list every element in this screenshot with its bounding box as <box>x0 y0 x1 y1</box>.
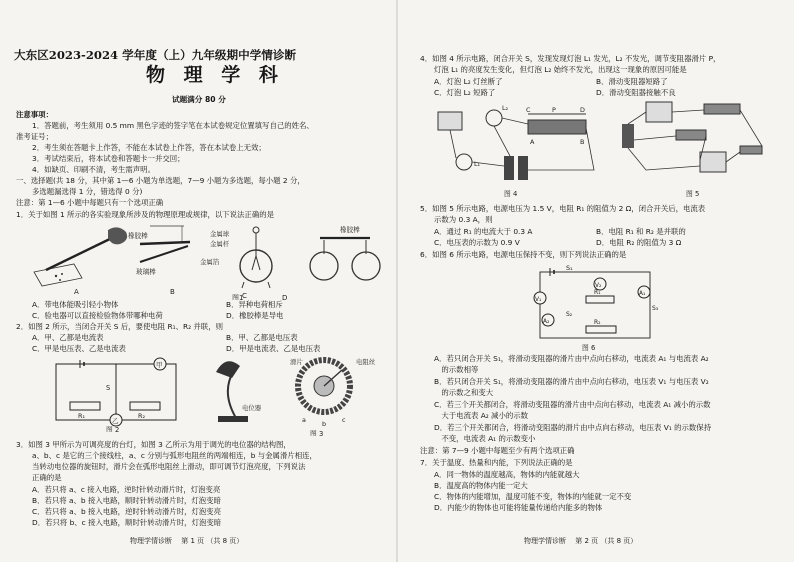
q6-option-b-line-1: B．若只闭合开关 S₁，将滑动变阻器的滑片由中点向右移动，电压表 V₁ 与电压表 V₂ <box>434 377 709 386</box>
q7-option-d: D．内能少的物体也可能将能量传递给内能多的物体 <box>434 503 603 512</box>
fig1-c-electroscope <box>200 227 272 300</box>
fig3-label-pot: 电位器 <box>242 404 262 412</box>
question-3-line-2: a、b、c 是它的三个接线柱，a、c 分别与弧形电阻丝的两端相连，b 与金属滑片相连， <box>32 451 317 460</box>
question-7: 7．关于温度、热量和内能，下列说法正确的是 <box>420 458 573 467</box>
q2-option-c: C．甲是电压表、乙是电流表 <box>32 344 126 353</box>
fig2-label-jia: 甲 <box>156 361 163 369</box>
fig4-label-c: C <box>526 106 531 114</box>
note-3: 3．考试结束后，将本试卷和答题卡一并交回； <box>32 154 185 163</box>
fig1-label-d: D <box>282 294 288 300</box>
question-3-line-4: 正确的是 <box>32 473 62 482</box>
question-5-line-1: 5．如图 5 所示电路，电源电压为 1.5 V，电阻 R₁ 的阻值为 2 Ω，闭合开关后，电流表 <box>420 204 706 213</box>
fig1-a-diagram <box>34 227 127 296</box>
fig5-caption: 图 5 <box>686 190 700 198</box>
page-1 <box>10 0 390 562</box>
fig4-label-d: D <box>580 106 585 114</box>
fig2-label-yi: 乙 <box>112 417 119 425</box>
note-2: 2．考生须在答题卡上作答，不能在本试卷上作答，答在本试卷上无效； <box>32 143 266 152</box>
section-1-heading-2: 多选题漏选得 1 分，错选得 0 分) <box>32 187 143 196</box>
fig3-label-slider: 滑片 <box>290 358 303 366</box>
q3-option-c: C．若只将 a、b 接入电路，逆时针转动滑片时，灯泡变亮 <box>32 507 222 516</box>
question-5-line-2: 示数为 0.3 A，则 <box>434 215 493 224</box>
figure-5 <box>616 100 776 200</box>
q4-option-c: C．灯泡 L₂ 短路了 <box>434 88 496 97</box>
fig3-label-c: c <box>342 416 346 424</box>
fig2-caption: 图 2 <box>106 426 120 432</box>
q5-option-a: A．通过 R₁ 的电流大于 0.3 A <box>434 227 533 236</box>
q7-option-c: C．物体的内能增加，温度可能不变，物体的内能就一定不变 <box>434 492 632 501</box>
q6-option-c-line-1: C．若三个开关都闭合，将滑动变阻器的滑片由中点向右移动，电流表 A₁ 减小的示数 <box>434 400 711 409</box>
q2-option-a: A．甲、乙都是电流表 <box>32 333 104 342</box>
fig3-label-b: b <box>322 420 327 428</box>
fig6-label-a2: A₂ <box>543 319 550 325</box>
fig1-label-metal-rod: 金属杆 <box>210 240 230 248</box>
q6-option-a-line-1: A．若只闭合开关 S₁，将滑动变阻器的滑片由中点向右移动，电流表 A₁ 与电流表 A₂ <box>434 354 709 363</box>
figure-6 <box>520 260 670 352</box>
q3-option-a: A．若只将 a、c 接入电路，逆时针转动滑片时，灯泡变亮 <box>32 485 221 494</box>
fig6-label-r1: R₁ <box>594 289 601 296</box>
q6-option-d-line-1: D．若三个开关都闭合，将滑动变阻器的滑片由中点向右移动，电压表 V₁ 的示数保持 <box>434 423 712 432</box>
fig6-label-s1: S₁ <box>566 264 573 272</box>
multi-select-note: 注意：第 7—9 小题中每题至少有两个选项正确 <box>420 446 575 455</box>
q5-option-b: B．电阻 R₁ 和 R₂ 是并联的 <box>596 227 686 236</box>
figure-3 <box>206 352 386 436</box>
fig6-caption: 图 6 <box>582 344 596 352</box>
q1-option-d: D．橡胶棒是导电 <box>226 311 284 320</box>
fig2-label-s: S <box>106 384 111 392</box>
note-1b: 准考证号； <box>16 132 53 141</box>
page-1-footer: 物理学情诊断 第 1 页 （共 8 页） <box>130 537 244 545</box>
q5-option-c: C．电压表的示数为 0.9 V <box>434 238 520 247</box>
q7-option-b: B．温度高的物体内能一定大 <box>434 481 528 490</box>
fig4-label-b: B <box>580 138 585 146</box>
page-2-footer: 物理学情诊断 第 2 页 （共 8 页） <box>524 537 638 545</box>
q6-option-b-line-2: 的示数之和变大 <box>434 388 494 397</box>
figure-2 <box>50 356 190 432</box>
question-2: 2．如图 2 所示，当闭合开关 S 后，要使电阻 R₁、R₂ 并联，则 <box>16 322 223 331</box>
fig6-label-s3: S₃ <box>652 305 659 312</box>
fig4-label-p: P <box>552 106 556 114</box>
subject-title: 物 理 学 科 <box>146 64 284 86</box>
section-1-note: 注意：第 1—6 小题中每题只有一个选项正确 <box>16 198 164 207</box>
question-4-line-2: 灯泡 L₁ 的亮度发生变化，但灯泡 L₂ 始终不发光，出现这一现象的原因可能是 <box>434 65 687 74</box>
fig4-label-a: A <box>530 138 535 146</box>
fig1-label-b: B <box>170 288 175 296</box>
fig4-label-l2: L₂ <box>502 104 509 112</box>
fig1-label-rubber-rod: 橡胶棒 <box>128 232 148 240</box>
q6-option-a-line-2: 的示数相等 <box>434 365 479 374</box>
fig6-label-r2: R₂ <box>594 319 601 326</box>
fig4-label-l1: L₁ <box>474 160 481 168</box>
fig1-label-c: C <box>242 292 247 300</box>
q1-option-c: C．验电器可以直接检验物体带哪种电荷 <box>32 311 163 320</box>
q4-option-d: D．滑动变阻器接触不良 <box>596 88 676 97</box>
fig1-label-glass-rod: 玻璃棒 <box>136 268 156 276</box>
fig6-label-v1: V₁ <box>535 297 542 303</box>
q3-option-d: D．若只将 b、c 接入电路，顺时针转动滑片时，灯泡变暗 <box>32 518 222 527</box>
full-score: 试题满分 80 分 <box>172 95 226 104</box>
fig1-caption: 图1 <box>232 294 244 300</box>
fig2-label-r2: R₂ <box>138 412 146 420</box>
fig3-label-a: a <box>302 416 306 424</box>
fig6-label-v2: V₂ <box>595 283 602 289</box>
q4-option-b: B．滑动变阻器短路了 <box>596 77 668 86</box>
question-3-line-3: 当转动电位器的旋钮时，滑片会在弧形电阻丝上滑动，即可调节灯泡亮度，下列说法 <box>32 462 306 471</box>
figure-4 <box>434 100 612 200</box>
page-fold <box>396 0 398 562</box>
q2-option-d: D．甲是电流表、乙是电压表 <box>226 344 321 353</box>
fig1-label-a: A <box>74 288 79 296</box>
question-4-line-1: 4．如图 4 所示电路，闭合开关 S，发现发现灯泡 L₁ 发光，L₂ 不发光，调节变阻器滑片 P， <box>420 54 721 63</box>
q2-option-b: B．甲、乙都是电压表 <box>226 333 298 342</box>
fig1-b-diagram <box>128 226 190 296</box>
q6-option-d-line-2: 不变，电流表 A₁ 的示数变小 <box>434 434 536 443</box>
question-3-line-1: 3．如图 3 甲所示为可调亮度的台灯，如图 3 乙所示为用于调光的电位器的结构图， <box>16 440 291 449</box>
exam-title: 大东区2023-2024 学年度（上）九年级期中学情诊断 <box>14 48 297 62</box>
notes-heading: 注意事项： <box>16 110 53 119</box>
figure-1 <box>20 222 390 300</box>
q6-option-c-line-2: 大于电流表 A₂ 减小的示数 <box>434 411 529 420</box>
fig3-caption: 图 3 <box>310 430 324 436</box>
fig6-label-a1: A₁ <box>639 291 646 297</box>
section-1-heading: 一、选择题(共 18 分，其中第 1—6 小题为单选题，7—9 小题为多选题，每小题 2 分， <box>16 176 305 185</box>
fig1-label-ball: 金属球 <box>210 230 230 238</box>
note-4: 4．如缺页、印刷不清，考生需声明。 <box>32 165 155 174</box>
fig2-label-r1: R₁ <box>78 412 86 420</box>
q4-option-a: A．灯泡 L₂ 灯丝断了 <box>434 77 503 86</box>
fig1-label-rubber: 橡胶棒 <box>340 226 360 234</box>
q7-option-a: A．同一物体的温度越高，物体的内能就越大 <box>434 470 580 479</box>
q1-option-b: B．异种电荷相斥 <box>226 300 283 309</box>
question-6: 6．如图 6 所示电路，电源电压保持不变，则下列说法正确的是 <box>420 250 627 259</box>
page-2 <box>420 0 784 562</box>
q5-option-d: D．电阻 R₂ 的阻值为 3 Ω <box>596 238 682 247</box>
fig4-caption: 图 4 <box>504 190 518 198</box>
fig1-label-foil: 金属箔 <box>200 258 220 266</box>
fig3-label-wire: 电阻丝 <box>356 358 376 366</box>
fig6-label-s2: S₂ <box>566 311 573 318</box>
question-1: 1．关于如图 1 所示的各实验现象所涉及的物理原理或规律，以下说法正确的是 <box>16 210 274 219</box>
note-1: 1．答题前，考生须用 0.5 mm 黑色字迹的签字笔在本试卷规定位置填写自己的姓名、 <box>32 121 314 130</box>
q1-option-a: A．带电体能吸引轻小物体 <box>32 300 119 309</box>
q3-option-b: B．若只将 a、b 接入电路，顺时针转动滑片时，灯泡变暗 <box>32 496 221 505</box>
